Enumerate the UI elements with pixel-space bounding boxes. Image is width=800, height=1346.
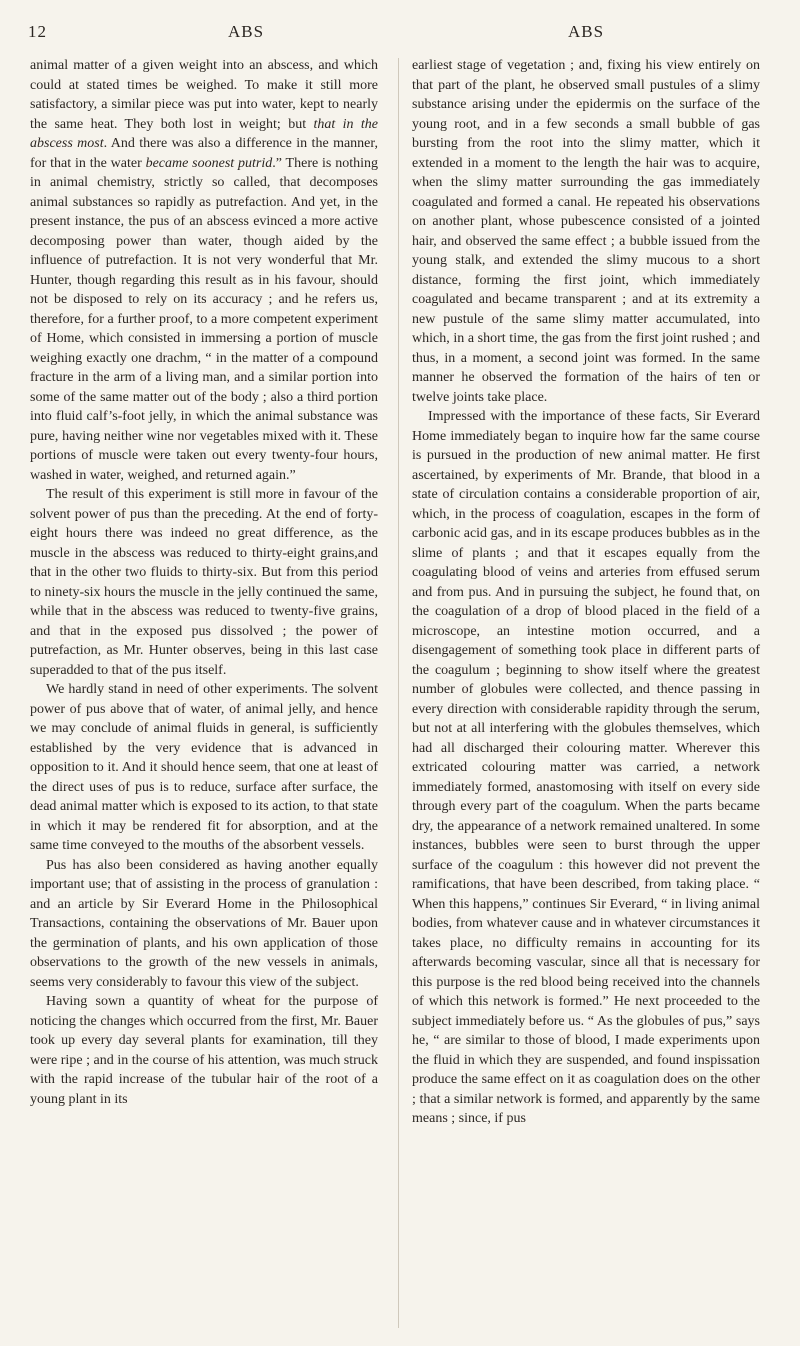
right-text-column [412,56,760,1129]
paragraph: earliest stage of vegetation ; and, fixing his view entirely on that part of the plant, he observed small pustules of a slimy substance arising under the epidermis on the surface of the young root, and in a few seconds a small bubble of gas bursting from the root into the slimy matter, which it extended in a moment to the length the hair was to acquire, when the slimy matter surrounding the gas immediately coagulated and formed a canal. He repeated his observations on another plant, whose pubescence consisted of a jointed hair, and observed the same effect ; a bubble issued from the young stalk, and extended the slimy mucous to a short distance, forming the first joint, which immediately coagulated and became transparent ; and at its extremity a new pustule of the same slimy matter accumulated, into which, in a short time, the gas from the first joint rushed ; and thus, in a moment, a second joint was formed. In the same manner he observed the formation of the hairs of ten or twelve joints take place. [412,58,760,405]
paragraph: animal matter of a given weight into an abscess, and which could at stated times be weighed. To make it still more satisfactory, a similar piece was put into water, kept to nearly the same heat. They both lost in weight; but that in the abscess most. And there was also a difference in the manner, for that in the water became soonest putrid.” There is nothing in animal chemistry, strictly so called, that decomposes animal substances so rapidly as putrefaction. And yet, in the present instance, the pus of an abscess evinced a more active decomposing power than water, though aided by the influence of putrefaction. It is not very wonderful that Mr. Hunter, though regarding this result as in his favour, should not be disposed to rely on its accuracy ; and he refers us, therefore, for a further proof, to a more competent experiment of Home, which consisted in immersing a portion of muscle weighing exactly one drachm, “ in the matter of a compound fracture in the arm of a living man, and a similar portion into some of the same matter out of the body ; also a third portion into fluid calf’s-foot jelly, in which the animal substance was pure, having neither wine nor vegetables mixed with it. These portions of muscle were taken out every twenty-four hours, washed in water, weighed, and returned again.” [30,58,378,483]
page-number: 12 [28,22,47,41]
paragraph: The result of this experiment is still more in favour of the solvent power of pus than the preceding. At the end of forty-eight hours there was indeed no great difference, as the muscle in the abscess was reduced to thirty-eight grains,and that in the other two fluids to thirty-six. But from this period to ninety-six hours the muscle in the jelly continued the same, while that in the abscess was reduced to twenty-five grains, and that in the exposed pus dissolved ; the power of putrefaction, as Mr. Hunter observes, being in this last case superadded to that of the pus itself. [30,487,378,678]
running-head-right: ABS [568,22,605,41]
left-text-column [30,56,378,1109]
running-header [28,22,772,46]
paragraph: Having sown a quantity of wheat for the purpose of noticing the changes which occurred from the first, Mr. Bauer took up every day several plants for examination, till they were ripe ; and in the course of his attention, was much struck with the rapid increase of the tubular hair of the root of a young plant in its [30,994,378,1107]
running-head-left: ABS [228,22,265,41]
paragraph: We hardly stand in need of other experiments. The solvent power of pus above that of water, of animal jelly, and hence we may conclude of animal fluids in general, is sufficiently established by the very evidence that is advanced in opposition to it. And it should hence seem, that one at least of the direct uses of pus is to reduce, surface after surface, the dead animal matter which is exposed to its action, to that state in which it may be rendered fit for absorption, and at the same time conveyed to the mouths of the absorbent vessels. [30,682,378,853]
column-divider [398,58,399,1328]
paragraph: Pus has also been considered as having another equally important use; that of assisting in the process of granulation : and an article by Sir Everard Home in the Philosophical Transactions, containing the observations of Mr. Bauer upon the germination of plants, and his own application of those observations to the growth of the new vessels in animals, seems very considerably to favour this view of the subject. [30,857,378,990]
paragraph: Impressed with the importance of these facts, Sir Everard Home immediately began to inquire how far the same course is pursued in the production of new animal matter. He first ascertained, by experiments of Mr. Brande, that blood in a state of circulation contains a considerable proportion of air, which, in the process of coagulation, escapes in the form of carbonic acid gas, and in its escape produces bubbles as in the slime of plants ; and that it escapes equally from the coagulating blood of veins and arteries from effused serum and from pus. And in pursuing the subject, he found that, on the coagulation of a drop of blood placed in the field of a microscope, an intestine motion occurred, and a disengagement of something took place in different parts of the coagulum ; beginning to show itself where the greatest number of globules were collected, and thence passing in every direction with considerable rapidity through the serum, but not at all interfering with the globules themselves, which had all discharged their colouring matter. Wherever this extricated colouring matter was carried, a network immediately formed, anastomosing with itself on every side through every part of the coagulum. When the parts became dry, the appearance of a network remained unaltered. In some instances, bubbles were seen to burst through the upper surface of the coagulum : this however did not prevent the ramifications, that have been described, from taking place. “ When this happens,” continues Sir Everard, “ in living animal bodies, from whatever cause and in whatever circumstances it takes place, no difficulty remains in accounting for its afterwards becoming vascular, since all that is necessary for this purpose is the red blood being received into the channels of which this network is formed.” He next proceeded to the subject immediately before us. “ As the globules of pus,” says he, “ are similar to those of blood, I made experiments upon the fluid in which they are suspended, and found inspissation produce the same effect on it as coagulation does on the other ; that a similar network is formed, and apparently by the same means ; since, if pus [412,409,760,1126]
